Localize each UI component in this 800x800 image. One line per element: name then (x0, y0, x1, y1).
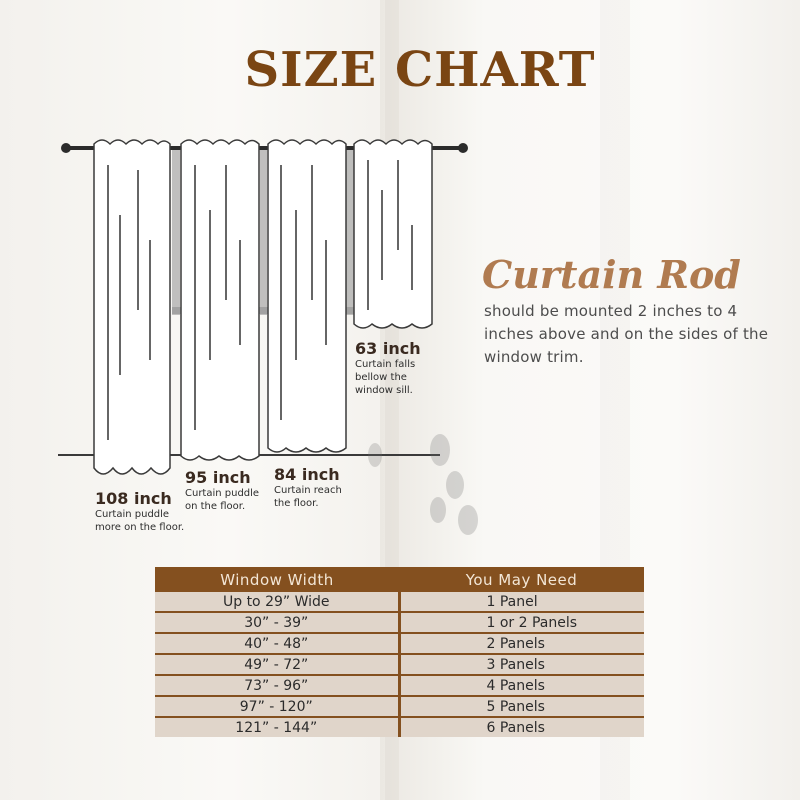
length-desc: Curtain falls bellow the window sill. (355, 359, 416, 396)
cell-panels: 5 Panels (399, 696, 644, 717)
cell-width: 30” - 39” (155, 612, 399, 633)
cell-panels: 6 Panels (399, 717, 644, 737)
label-63-inch (355, 339, 425, 397)
rod-finial-left (61, 143, 71, 153)
curtain-63 (354, 140, 432, 328)
table-row (155, 592, 644, 612)
cell-width: 121” - 144” (155, 717, 399, 737)
length-desc: Curtain reach the floor. (274, 485, 342, 509)
header-you-may-need: You May Need (399, 567, 644, 592)
length-label: 95 inch (185, 468, 251, 487)
window-frame (172, 150, 180, 315)
cell-width: Up to 29” Wide (155, 592, 399, 612)
size-table (155, 567, 644, 737)
table-row (155, 717, 644, 737)
table-row (155, 612, 644, 633)
curtain-84 (268, 140, 346, 452)
table-row (155, 675, 644, 696)
rod-finial-right (458, 143, 468, 153)
length-desc: Curtain puddle on the floor. (185, 488, 260, 512)
length-label: 84 inch (274, 465, 340, 484)
label-108-inch (95, 489, 195, 534)
cell-panels: 2 Panels (399, 633, 644, 654)
cell-width: 40” - 48” (155, 633, 399, 654)
table-row (155, 696, 644, 717)
curtain-108 (94, 140, 170, 474)
cell-width: 49” - 72” (155, 654, 399, 675)
curtain-rod-heading: Curtain Rod (482, 252, 741, 297)
length-label: 63 inch (355, 339, 421, 358)
cell-panels: 4 Panels (399, 675, 644, 696)
cell-width: 73” - 96” (155, 675, 399, 696)
cell-panels: 3 Panels (399, 654, 644, 675)
curtain-95 (181, 140, 259, 460)
foliage-decoration (368, 434, 478, 535)
page-title: SIZE CHART (244, 42, 596, 98)
length-desc: Curtain puddle more on the floor. (95, 509, 185, 533)
cell-panels: 1 Panel (399, 592, 644, 612)
table-header-row (155, 567, 644, 592)
label-95-inch (185, 468, 270, 513)
curtain-rod-text: should be mounted 2 inches to 4 inches above and on the sides of the window trim. (484, 302, 769, 366)
label-84-inch (274, 465, 354, 510)
cell-width: 97” - 120” (155, 696, 399, 717)
cell-panels: 1 or 2 Panels (399, 612, 644, 633)
length-label: 108 inch (95, 489, 172, 508)
header-window-width: Window Width (155, 567, 399, 592)
table-row (155, 654, 644, 675)
table-row (155, 633, 644, 654)
